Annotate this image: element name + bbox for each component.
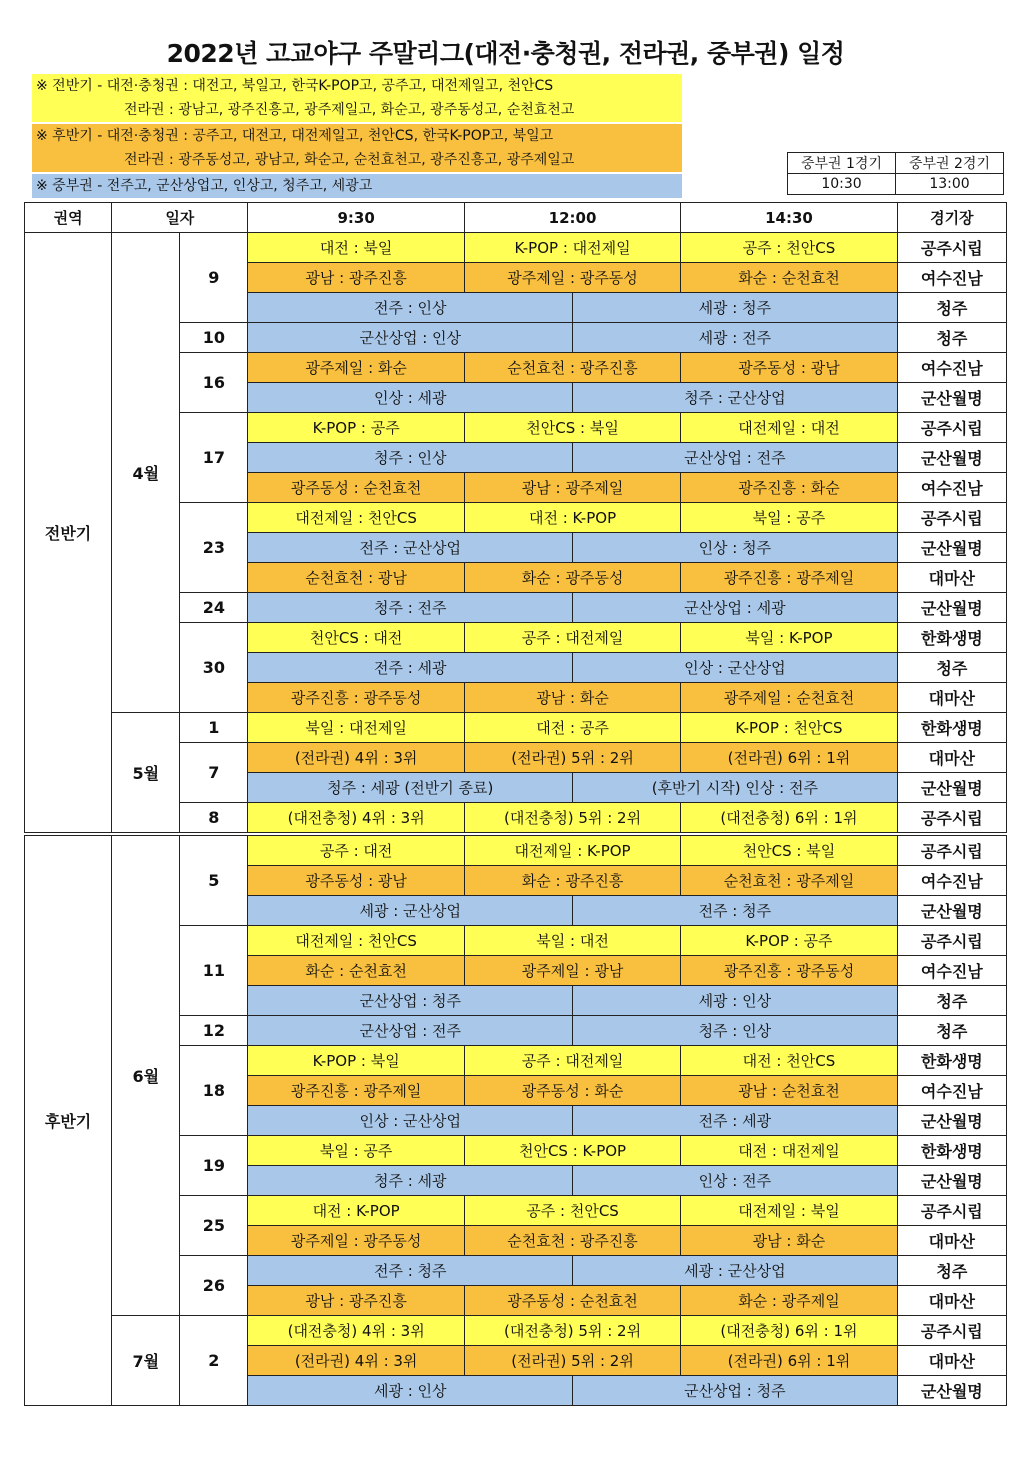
game-cell: 대전 : 북일 [248,233,464,263]
game-cell: 대전제일 : 북일 [681,1196,897,1226]
day-label: 5 [180,834,248,926]
table-row [25,233,1007,263]
game-cell: 세광 : 인상 [573,986,898,1016]
central-time-table [787,152,1004,195]
game-cell: 광주진흥 : 화순 [681,473,897,503]
game-cell: 화순 : 광주제일 [681,1286,897,1316]
month-label: 6월 [112,834,180,1316]
game-cell: 공주 : 대전 [248,834,464,866]
day-label: 24 [180,593,248,623]
game-cell: 광주동성 : 순천효천 [464,1286,680,1316]
game-cell: 광주제일 : 광주동성 [464,263,680,293]
game2-time: 13:00 [896,174,1004,195]
venue-cell: 청주 [897,1256,1006,1286]
game-cell: 천안CS : K-POP [464,1136,680,1166]
legend-second-half-jeolla: 전라권 : 광주동성고, 광남고, 화순고, 순천효천고, 광주진흥고, 광주제일고 [32,148,682,172]
venue-cell: 공주시립 [897,803,1006,835]
game-cell: 순천효천 : 광주진흥 [464,1226,680,1256]
venue-cell: 청주 [897,323,1006,353]
game-cell: 광남 : 광주진흥 [248,263,464,293]
game-cell: (대전충청) 6위 : 1위 [681,1316,897,1346]
game-cell: K-POP : 공주 [248,413,464,443]
month-label: 4월 [112,233,180,713]
game-cell: 광남 : 광주진흥 [248,1286,464,1316]
game-cell: 인상 : 군산상업 [248,1106,573,1136]
game-cell: 대전제일 : 천안CS [248,503,464,533]
game-cell: 화순 : 순천효천 [681,263,897,293]
month-label: 7월 [112,1316,180,1406]
venue-cell: 여수진남 [897,263,1006,293]
day-label: 2 [180,1316,248,1406]
game-cell: (전라권) 5위 : 2위 [464,1346,680,1376]
venue-cell: 대마산 [897,683,1006,713]
day-label: 1 [180,713,248,743]
game-cell: 대전제일 : K-POP [464,834,680,866]
game-cell: (전라권) 5위 : 2위 [464,743,680,773]
game-cell: 세광 : 인상 [248,1376,573,1406]
game-cell: 청주 : 군산상업 [573,383,898,413]
day-label: 18 [180,1046,248,1136]
game-cell: 광주진흥 : 광주제일 [681,563,897,593]
venue-cell: 군산월명 [897,1106,1006,1136]
legend-first-half-daejeon: ※ 전반기 - 대전·충청권 : 대전고, 북일고, 한국K-POP고, 공주고, 대전제일고, 천안CS [32,74,682,98]
game-cell: 청주 : 세광 (전반기 종료) [248,773,573,803]
game-cell: 전주 : 세광 [248,653,573,683]
venue-cell: 군산월명 [897,896,1006,926]
game-cell: 군산상업 : 세광 [573,593,898,623]
game-cell: (전라권) 6위 : 1위 [681,743,897,773]
game-cell: 청주 : 인상 [573,1016,898,1046]
venue-cell: 공주시립 [897,926,1006,956]
game-cell: 군산상업 : 청주 [248,986,573,1016]
venue-cell: 군산월명 [897,1376,1006,1406]
schedule-table [24,202,1007,1406]
header-row [25,203,1007,233]
game-cell: 대전제일 : 대전 [681,413,897,443]
game-cell: 인상 : 세광 [248,383,573,413]
game-cell: 대전 : K-POP [464,503,680,533]
venue-cell: 군산월명 [897,533,1006,563]
legend-first-half-jeolla: 전라권 : 광남고, 광주진흥고, 광주제일고, 화순고, 광주동성고, 순천효천고 [32,98,682,122]
table-row [25,1316,1007,1346]
venue-cell: 군산월명 [897,383,1006,413]
game1-time: 10:30 [788,174,896,195]
day-label: 19 [180,1136,248,1196]
day-label: 25 [180,1196,248,1256]
day-label: 26 [180,1256,248,1316]
game-cell: K-POP : 천안CS [681,713,897,743]
half-label: 후반기 [25,834,112,1406]
game-cell: (대전충청) 5위 : 2위 [464,803,680,835]
game-cell: 전주 : 군산상업 [248,533,573,563]
game-cell: 광주진흥 : 광주제일 [248,1076,464,1106]
game-cell: (전라권) 4위 : 3위 [248,1346,464,1376]
venue-cell: 대마산 [897,1346,1006,1376]
game-cell: 북일 : 대전 [464,926,680,956]
game-cell: 북일 : 공주 [248,1136,464,1166]
game-cell: (대전충청) 5위 : 2위 [464,1316,680,1346]
venue-cell: 청주 [897,986,1006,1016]
game-cell: 세광 : 청주 [573,293,898,323]
game-cell: 광남 : 화순 [681,1226,897,1256]
game-cell: 광주제일 : 광주동성 [248,1226,464,1256]
game-cell: 군산상업 : 인상 [248,323,573,353]
game-cell: 공주 : 대전제일 [464,623,680,653]
game-cell: (후반기 시작) 인상 : 전주 [573,773,898,803]
table-row [25,713,1007,743]
venue-cell: 공주시립 [897,1196,1006,1226]
venue-cell: 공주시립 [897,834,1006,866]
game1-label: 중부권 1경기 [788,153,896,174]
game-cell: (전라권) 4위 : 3위 [248,743,464,773]
table-row [25,834,1007,866]
venue-cell: 대마산 [897,1226,1006,1256]
game-cell: (대전충청) 6위 : 1위 [681,803,897,835]
game-cell: 화순 : 광주진흥 [464,866,680,896]
game-cell: (전라권) 6위 : 1위 [681,1346,897,1376]
game-cell: 청주 : 인상 [248,443,573,473]
day-label: 30 [180,623,248,713]
game-cell: 군산상업 : 전주 [573,443,898,473]
game-cell: 공주 : 대전제일 [464,1046,680,1076]
month-label: 5월 [112,713,180,835]
game-cell: 전주 : 인상 [248,293,573,323]
game-cell: 청주 : 전주 [248,593,573,623]
game-cell: 인상 : 청주 [573,533,898,563]
legend-central: ※ 중부권 - 전주고, 군산상업고, 인상고, 청주고, 세광고 [32,174,682,198]
venue-cell: 대마산 [897,1286,1006,1316]
game-cell: 청주 : 세광 [248,1166,573,1196]
game-cell: 광주제일 : 광남 [464,956,680,986]
game-cell: 대전 : 공주 [464,713,680,743]
game-cell: 천안CS : 북일 [681,834,897,866]
game-cell: 대전 : K-POP [248,1196,464,1226]
game-cell: 세광 : 군산상업 [573,1256,898,1286]
game-cell: 순천효천 : 광주제일 [681,866,897,896]
venue-cell: 공주시립 [897,233,1006,263]
venue-cell: 여수진남 [897,473,1006,503]
game-cell: 전주 : 청주 [248,1256,573,1286]
game2-label: 중부권 2경기 [896,153,1004,174]
game-cell: 세광 : 군산상업 [248,896,573,926]
game-cell: 광주동성 : 화순 [464,1076,680,1106]
venue-cell: 군산월명 [897,593,1006,623]
venue-cell: 군산월명 [897,773,1006,803]
game-cell: 화순 : 순천효천 [248,956,464,986]
venue-cell: 군산월명 [897,1166,1006,1196]
venue-cell: 대마산 [897,743,1006,773]
venue-cell: 여수진남 [897,956,1006,986]
venue-cell: 청주 [897,293,1006,323]
game-cell: K-POP : 공주 [681,926,897,956]
game-cell: K-POP : 북일 [248,1046,464,1076]
header-time-3: 14:30 [681,203,897,233]
game-cell: K-POP : 대전제일 [464,233,680,263]
venue-cell: 여수진남 [897,353,1006,383]
header-time-2: 12:00 [464,203,680,233]
game-cell: 광남 : 화순 [464,683,680,713]
venue-cell: 한화생명 [897,623,1006,653]
game-cell: 화순 : 광주동성 [464,563,680,593]
day-label: 7 [180,743,248,803]
game-cell: 광남 : 순천효천 [681,1076,897,1106]
venue-cell: 대마산 [897,563,1006,593]
venue-cell: 여수진남 [897,866,1006,896]
day-label: 16 [180,353,248,413]
game-cell: 북일 : 공주 [681,503,897,533]
game-cell: 광남 : 광주제일 [464,473,680,503]
game-cell: 광주동성 : 광남 [248,866,464,896]
day-label: 12 [180,1016,248,1046]
venue-cell: 청주 [897,653,1006,683]
header-date: 일자 [112,203,248,233]
game-cell: 광주제일 : 순천효천 [681,683,897,713]
day-label: 11 [180,926,248,1016]
game-cell: 인상 : 군산상업 [573,653,898,683]
venue-cell: 공주시립 [897,1316,1006,1346]
venue-cell: 공주시립 [897,503,1006,533]
game-cell: 공주 : 천안CS [464,1196,680,1226]
game-cell: 광주동성 : 순천효천 [248,473,464,503]
game-cell: 순천효천 : 광주진흥 [464,353,680,383]
game-cell: 광주제일 : 화순 [248,353,464,383]
game-cell: (대전충청) 4위 : 3위 [248,1316,464,1346]
game-cell: 대전제일 : 천안CS [248,926,464,956]
game-cell: 인상 : 전주 [573,1166,898,1196]
venue-cell: 한화생명 [897,1046,1006,1076]
legend-second-half-daejeon: ※ 후반기 - 대전·충청권 : 공주고, 대전고, 대전제일고, 천안CS, 한국K-POP고, 북일고 [32,124,682,148]
day-label: 23 [180,503,248,593]
game-cell: 광주진흥 : 광주동성 [248,683,464,713]
game-cell: 순천효천 : 광남 [248,563,464,593]
header-region: 권역 [25,203,112,233]
game-cell: 천안CS : 북일 [464,413,680,443]
page-title: 2022년 고교야구 주말리그(대전·충청권, 전라권, 중부권) 일정 [166,39,845,68]
game-cell: 군산상업 : 청주 [573,1376,898,1406]
game-cell: 전주 : 세광 [573,1106,898,1136]
day-label: 8 [180,803,248,835]
game-cell: 대전 : 대전제일 [681,1136,897,1166]
header-time-1: 9:30 [248,203,464,233]
game-cell: 세광 : 전주 [573,323,898,353]
day-label: 9 [180,233,248,323]
venue-cell: 한화생명 [897,1136,1006,1166]
game-cell: 광주동성 : 광남 [681,353,897,383]
game-cell: 전주 : 청주 [573,896,898,926]
header-venue: 경기장 [897,203,1006,233]
game-cell: 천안CS : 대전 [248,623,464,653]
day-label: 17 [180,413,248,503]
game-cell: 북일 : 대전제일 [248,713,464,743]
venue-cell: 청주 [897,1016,1006,1046]
venue-cell: 여수진남 [897,1076,1006,1106]
game-cell: (대전충청) 4위 : 3위 [248,803,464,835]
game-cell: 광주진흥 : 광주동성 [681,956,897,986]
venue-cell: 공주시립 [897,413,1006,443]
game-cell: 대전 : 천안CS [681,1046,897,1076]
game-cell: 군산상업 : 전주 [248,1016,573,1046]
game-cell: 공주 : 천안CS [681,233,897,263]
venue-cell: 한화생명 [897,713,1006,743]
venue-cell: 군산월명 [897,443,1006,473]
game-cell: 북일 : K-POP [681,623,897,653]
half-label: 전반기 [25,233,112,835]
day-label: 10 [180,323,248,353]
